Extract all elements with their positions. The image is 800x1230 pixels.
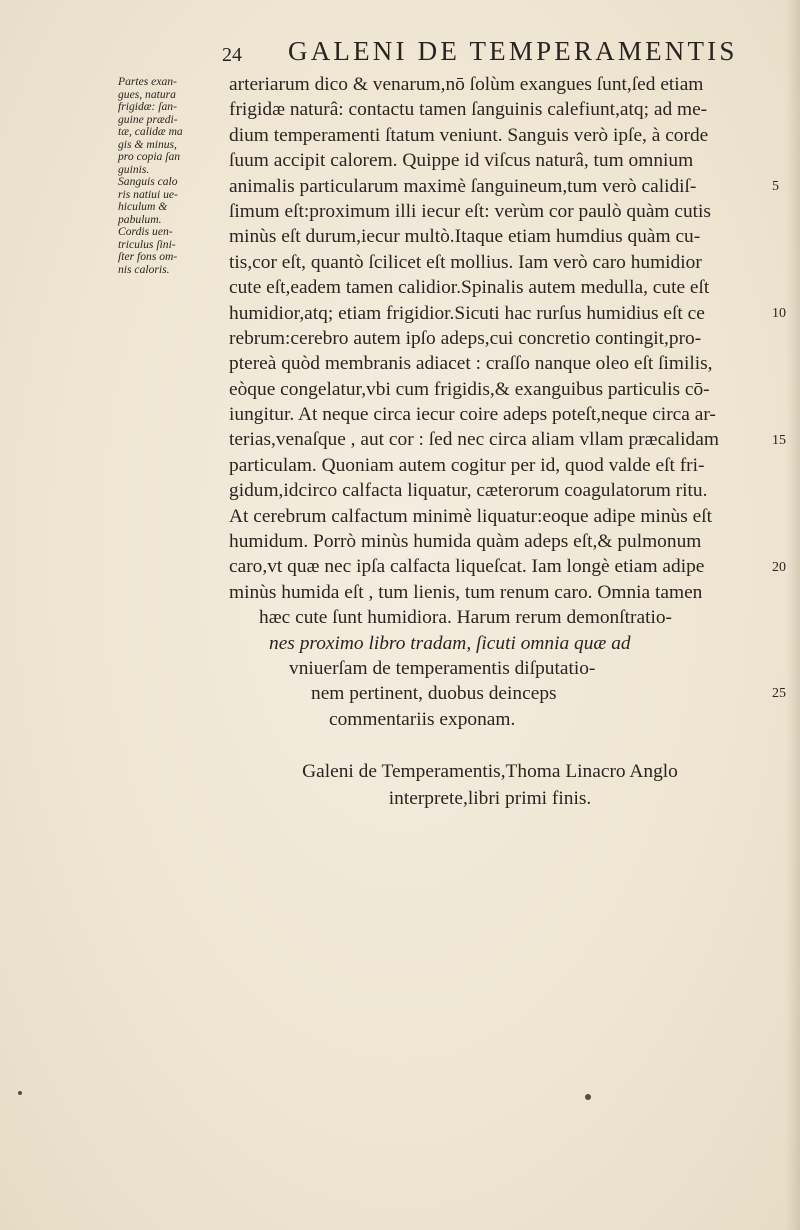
running-title: GALENI DE TEMPERAMENTIS (288, 36, 738, 66)
margin-note: ſter fons om- (118, 250, 178, 263)
margin-note: hiculum & (118, 200, 168, 213)
text-line: ptereà quòd membranis adiacet : craſſo nanque oleo eſt ſimilis, (229, 353, 713, 375)
margin-note: nis caloris. (118, 262, 170, 276)
margin-note: Sanguis calo (118, 175, 178, 188)
line-number: 15 (772, 433, 786, 448)
margin-note: pabulum. (118, 212, 162, 226)
text-line: arteriarum dico & venarum,nō ſolùm exangues ſunt,ſed etiam (229, 74, 704, 95)
text-line: tis,cor eſt, quantò ſcilicet eſt mollius. Iam verò caro humidior (229, 251, 702, 273)
text-line: cute eſt,eadem tamen calidior.Spinalis autem medulla, cute eſt (229, 277, 710, 299)
text-line: hæc cute ſunt humidiora. Harum rerum demonſtratio- (259, 607, 673, 629)
margin-note: triculus ſini- (118, 237, 176, 251)
text-line: terias,venaſque , aut cor : ſed nec circa aliam vllam præcalidam (229, 429, 719, 451)
text-line: particulam. Quoniam autem cogitur per id, quod valde eſt fri- (229, 454, 705, 476)
colophon (250, 758, 730, 812)
text-line: rebrum:cerebro autem ipſo adeps,cui concretio contingit,pro- (229, 327, 702, 349)
line-number: 5 (772, 179, 779, 194)
line-number: 20 (772, 560, 786, 575)
margin-note: Cordis uen- (118, 225, 173, 238)
text-line: humidior,atq; etiam frigidior.Sicuti hac rurſus humidius eſt ce (229, 302, 705, 324)
text-line: ſuum accipit calorem. Quippe id viſcus naturâ, tum omnium (229, 150, 694, 172)
margin-note: pro copia ſan (118, 150, 181, 163)
colophon-line: interprete,libri primi finis. (388, 788, 592, 809)
page-edge-shadow (786, 0, 800, 1230)
text-line: vniuerſam de temperamentis diſputatio- (289, 657, 596, 679)
text-line: frigidæ naturâ: contactu tamen ſanguinis calefiunt,atq; ad me- (229, 99, 708, 121)
margin-note: Partes exan- (118, 75, 177, 88)
text-line: minùs eſt durum,iecur multò.Itaque etiam humdius quàm cu- (229, 226, 701, 248)
margin-note: ris natiui ue- (118, 187, 178, 201)
text-line: minùs humida eſt , tum lienis, tum renum caro. Omnia tamen (229, 581, 703, 603)
line-number: 10 (772, 306, 786, 321)
text-line: animalis particularum maximè ſanguineum,tum verò calidiſ- (229, 175, 697, 197)
colophon-line: Galeni de Temperamentis,Thoma Linacro Anglo (302, 761, 678, 782)
text-line: dium temperamenti ſtatum veniunt. Sanguis verò ipſe, à corde (229, 124, 709, 146)
text-line: At cerebrum calfactum minimè liquatur:eoque adipe minùs eſt (229, 505, 712, 527)
text-line: commentariis exponam. (329, 708, 516, 730)
margin-notes (118, 76, 226, 276)
margin-note: guinis. (118, 162, 150, 176)
margin-note: tæ, calidæ ma (118, 125, 183, 138)
margin-note: gues, natura (118, 87, 176, 101)
text-line: iungitur. At neque circa iecur coire adeps poteſt,neque circa ar- (229, 404, 716, 426)
margin-note: frigidæ: ſan- (118, 100, 177, 113)
page-number: 24 (222, 44, 242, 66)
main-text-block (229, 72, 769, 732)
ink-spot (585, 1094, 591, 1100)
text-line: gidum,idcirco calfacta liquatur, cæterorum coagulatorum ritu. (229, 480, 708, 502)
ink-spot (18, 1091, 22, 1095)
margin-note: gis & minus, (118, 137, 177, 151)
text-line: nem pertinent, duobus deinceps (311, 683, 557, 705)
text-line: ſimum eſt:proximum illi iecur eſt: verùm cor paulò quàm cutis (229, 200, 711, 222)
text-line: eòque congelatur,vbi cum frigidis,& exanguibus particulis cō- (229, 378, 710, 400)
text-line: caro,vt quæ nec ipſa calfacta liqueſcat. Iam longè etiam adipe (229, 556, 705, 578)
line-number: 25 (772, 686, 786, 701)
page-header (222, 36, 762, 76)
margin-note: guine prædi- (118, 112, 178, 126)
text-line: humidum. Porrò minùs humida quàm adeps eſt,& pulmonum (229, 531, 702, 553)
text-line-italic: nes proximo libro tradam, ſicuti omnia quæ ad (269, 632, 631, 654)
